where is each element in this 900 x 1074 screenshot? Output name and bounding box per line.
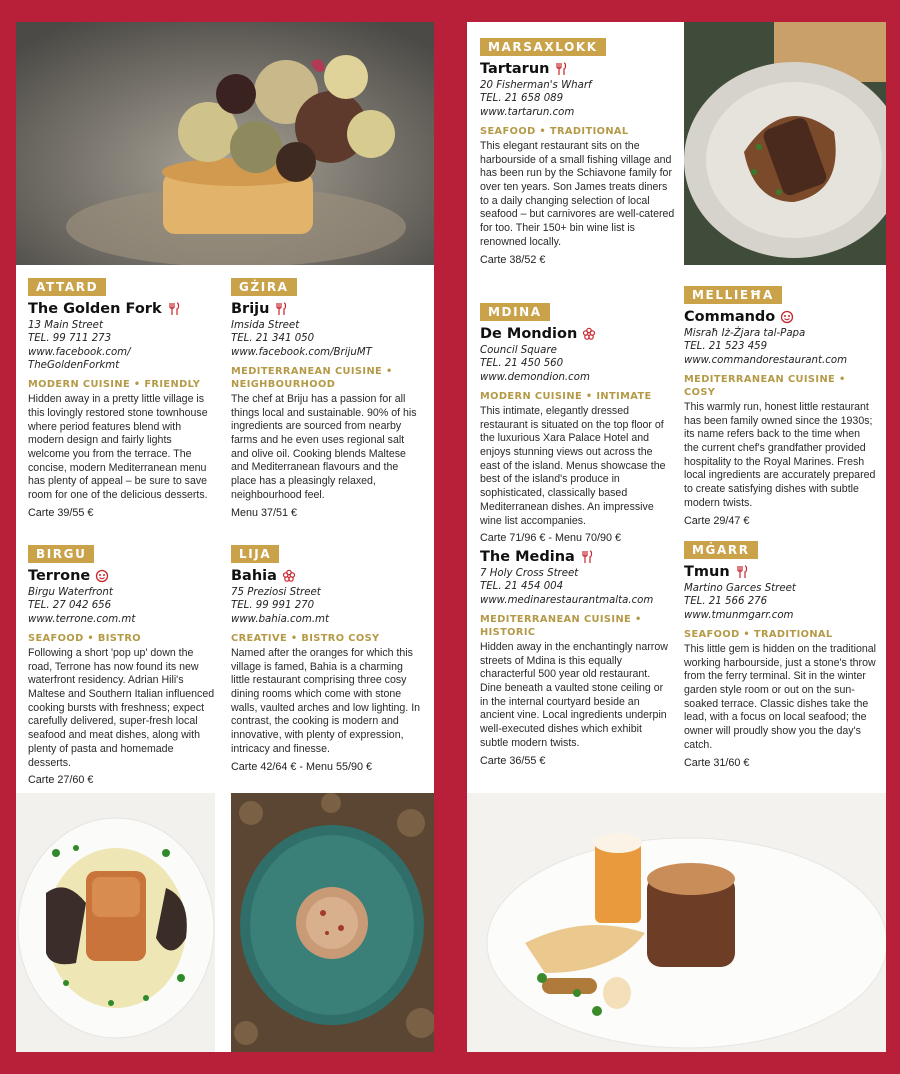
telephone: TEL. 99 711 273 (28, 333, 112, 345)
website[interactable]: www.demondion.com (480, 371, 590, 383)
price: Carte 31/60 € (684, 756, 750, 769)
cuisine-category: MEDITERRANEAN CUISINE • COSY (684, 373, 846, 398)
fork-spoon-icon (167, 302, 181, 316)
address: Council Square (480, 345, 557, 356)
cuisine-category: CREATIVE • BISTRO COSY (231, 632, 380, 644)
fork-spoon-icon (274, 302, 288, 316)
cuisine-category: SEAFOOD • BISTRO (28, 632, 142, 644)
price: Carte 29/47 € (684, 514, 750, 527)
fork-spoon-icon (554, 62, 568, 76)
cuisine-category: SEAFOOD • TRADITIONAL (684, 628, 833, 640)
restaurant-briju (231, 276, 421, 519)
cuisine-category: MEDITERRANEAN CUISINE • NEIGHBOURHOOD (231, 365, 393, 390)
region-label: LIJA (231, 545, 279, 563)
telephone: TEL. 21 341 050 (231, 333, 315, 345)
telephone: TEL. 21 566 276 (684, 596, 768, 608)
description: This elegant restaurant sits on the harbourside of a small fishing village and has been run by the Schiavone family for over ten years. Son James treats diners to a daily changing selection of local seafood – but carnivores are well-catered for too. Their 150+ bin wine list is renowned locally. (480, 139, 675, 248)
cuisine-category: SEAFOOD • TRADITIONAL (480, 125, 629, 137)
address: Martino Garces Street (684, 583, 796, 594)
price: Menu 37/51 € (231, 506, 298, 519)
restaurant-name: The Medina (480, 549, 575, 565)
restaurant-name: Briju (231, 301, 270, 317)
address: Misraħ Iż-Żjara tal-Papa (684, 328, 806, 339)
right-page (467, 22, 886, 1052)
telephone: TEL. 21 454 004 (480, 581, 564, 593)
restaurant-name: The Golden Fork (28, 301, 162, 317)
price: Carte 39/55 € (28, 506, 94, 519)
address: 75 Preziosi Street (231, 587, 321, 598)
region-label: MĠARR (684, 541, 758, 559)
website[interactable]: www.commandorestaurant.com (684, 354, 847, 366)
fork-spoon-icon (580, 550, 594, 564)
restaurant-name: Terrone (28, 568, 91, 584)
website[interactable]: www.bahia.com.mt (231, 613, 329, 625)
website[interactable]: www.medinarestaurantmalta.com (480, 594, 654, 606)
description: This warmly run, honest little restaurant has been family owned since the 1930s; its name refers back to the time when the current chef's grandfather provided hospitality to the Royal Marines. Fresh local ingredients are accurately prepared to create satisfying dishes with subtle modern twists. (684, 400, 876, 509)
telephone: TEL. 21 658 089 (480, 93, 564, 105)
address: Birgu Waterfront (28, 587, 113, 598)
website[interactable]: www.terrone.com.mt (28, 613, 136, 625)
meat-dish-photo (684, 22, 886, 265)
restaurant-terrone (28, 543, 216, 786)
restaurant-tartarun (480, 36, 676, 266)
bib-gourmand-icon (95, 569, 109, 583)
description: This intimate, elegantly dressed restaurant is situated on the top floor of the luxurious Xara Palace Hotel and enjoys stunning views out across the east of the island. Menus showcase the best of the island's produce in sophisticated, classically based Mediterranean dishes. An impressive wine list accompanies. (480, 404, 666, 527)
telephone: TEL. 21 523 459 (684, 341, 768, 353)
restaurant-name: De Mondion (480, 326, 578, 342)
address: Imsida Street (231, 320, 300, 331)
region-label: MELLIEĦA (684, 286, 782, 304)
fine-dining-photo (467, 793, 886, 1052)
price: Carte 36/55 € (480, 754, 546, 767)
michelin-star-icon (582, 327, 596, 341)
region-label: GŻIRA (231, 278, 297, 296)
cuisine-category: MEDITERRANEAN CUISINE • HISTORIC (480, 613, 642, 638)
website[interactable]: www.facebook.com/BrijuMT (231, 346, 372, 358)
website[interactable]: www.tmunmgarr.com (684, 609, 794, 621)
address: 13 Main Street (28, 320, 103, 331)
region-label: ATTARD (28, 278, 106, 296)
restaurant-de-mondion (480, 301, 672, 544)
description: Hidden away in the enchantingly narrow streets of Mdina is this equally characterful 500 year old restaurant. Dine beneath a vaulted stone ceiling or in the internal courtyard beside an ancient vine. Local ingredients underpin well-executed dishes which exhibit subtle modern twists. (480, 640, 668, 749)
description: This little gem is hidden on the traditional working harbourside, just a stone's throw from the ferry terminal. Sit in the winter garden style room or out on the sun-soaked terrace. Classic dishes take the lead, with a focus on local seafood; the owner will proudly show you the day's catch. (684, 642, 876, 751)
website[interactable]: www.tartarun.com (480, 106, 575, 118)
restaurant-name: Tartarun (480, 61, 550, 77)
telephone: TEL. 21 450 560 (480, 358, 564, 370)
description: Following a short 'pop up' down the road, Terrone has now found its new waterfront residency. Adrian Hili's Maltese and Southern Italian influenced cooking bursts with freshness; expect carefully delivered, super-fresh local seafood and meat dishes, along with plenty of pasta and homemade desserts. (28, 646, 215, 769)
telephone: TEL. 27 042 656 (28, 600, 112, 612)
plated-dish-photo (231, 793, 434, 1052)
dessert-photo (16, 22, 434, 265)
restaurant-the-medina (480, 549, 672, 767)
price: Carte 42/64 € - Menu 55/90 € (231, 760, 373, 773)
region-label: MDINA (480, 303, 550, 321)
description: The chef at Briju has a passion for all things local and sustainable. 90% of his ingredients are sourced from nearby farms and he even uses regional salt and olive oil. Cooking blends Maltese and Mediterranean flavours and the place has a pleasingly relaxed, neighbourhood feel. (231, 392, 417, 501)
region-label: BIRGU (28, 545, 94, 563)
price: Carte 71/96 € - Menu 70/90 € (480, 532, 622, 545)
address: 7 Holy Cross Street (480, 568, 579, 579)
michelin-star-icon (282, 569, 296, 583)
price: Carte 27/60 € (28, 774, 94, 787)
restaurant-name: Commando (684, 309, 776, 325)
description: Named after the oranges for which this village is famed, Bahia is a charming little restaurant comprising three cosy dining rooms which come with stone walls, vaulted arches and low lighting. In contrast, the cooking is modern and innovative, with plenty of expression, intricacy and finesse. (231, 646, 421, 755)
restaurant-bahia (231, 543, 421, 773)
restaurant-the-golden-fork (28, 276, 215, 519)
telephone: TEL. 99 991 270 (231, 600, 315, 612)
restaurant-name: Tmun (684, 564, 730, 580)
restaurant-commando (684, 284, 876, 527)
description: Hidden away in a pretty little village is this lovingly restored stone townhouse where period features blend with modern design and fairly lights welcome you from the terrace. The concise, modern Mediterranean menu has plenty of appeal – be sure to save room for one of the delicious desserts. (28, 393, 208, 502)
bib-gourmand-icon (780, 310, 794, 324)
fork-spoon-icon (735, 565, 749, 579)
region-label: MARSAXLOKK (480, 38, 606, 56)
left-page (16, 22, 434, 1052)
restaurant-name: Bahia (231, 568, 277, 584)
restaurant-tmun (684, 539, 876, 769)
price: Carte 38/52 € (480, 253, 546, 266)
cuisine-category: MODERN CUISINE • INTIMATE (480, 390, 652, 402)
fish-dish-photo (16, 793, 215, 1052)
address: 20 Fisherman's Wharf (480, 80, 592, 91)
cuisine-category: MODERN CUISINE • FRIENDLY (28, 379, 201, 391)
website[interactable]: www.facebook.com/ TheGoldenForkmt (28, 346, 131, 371)
